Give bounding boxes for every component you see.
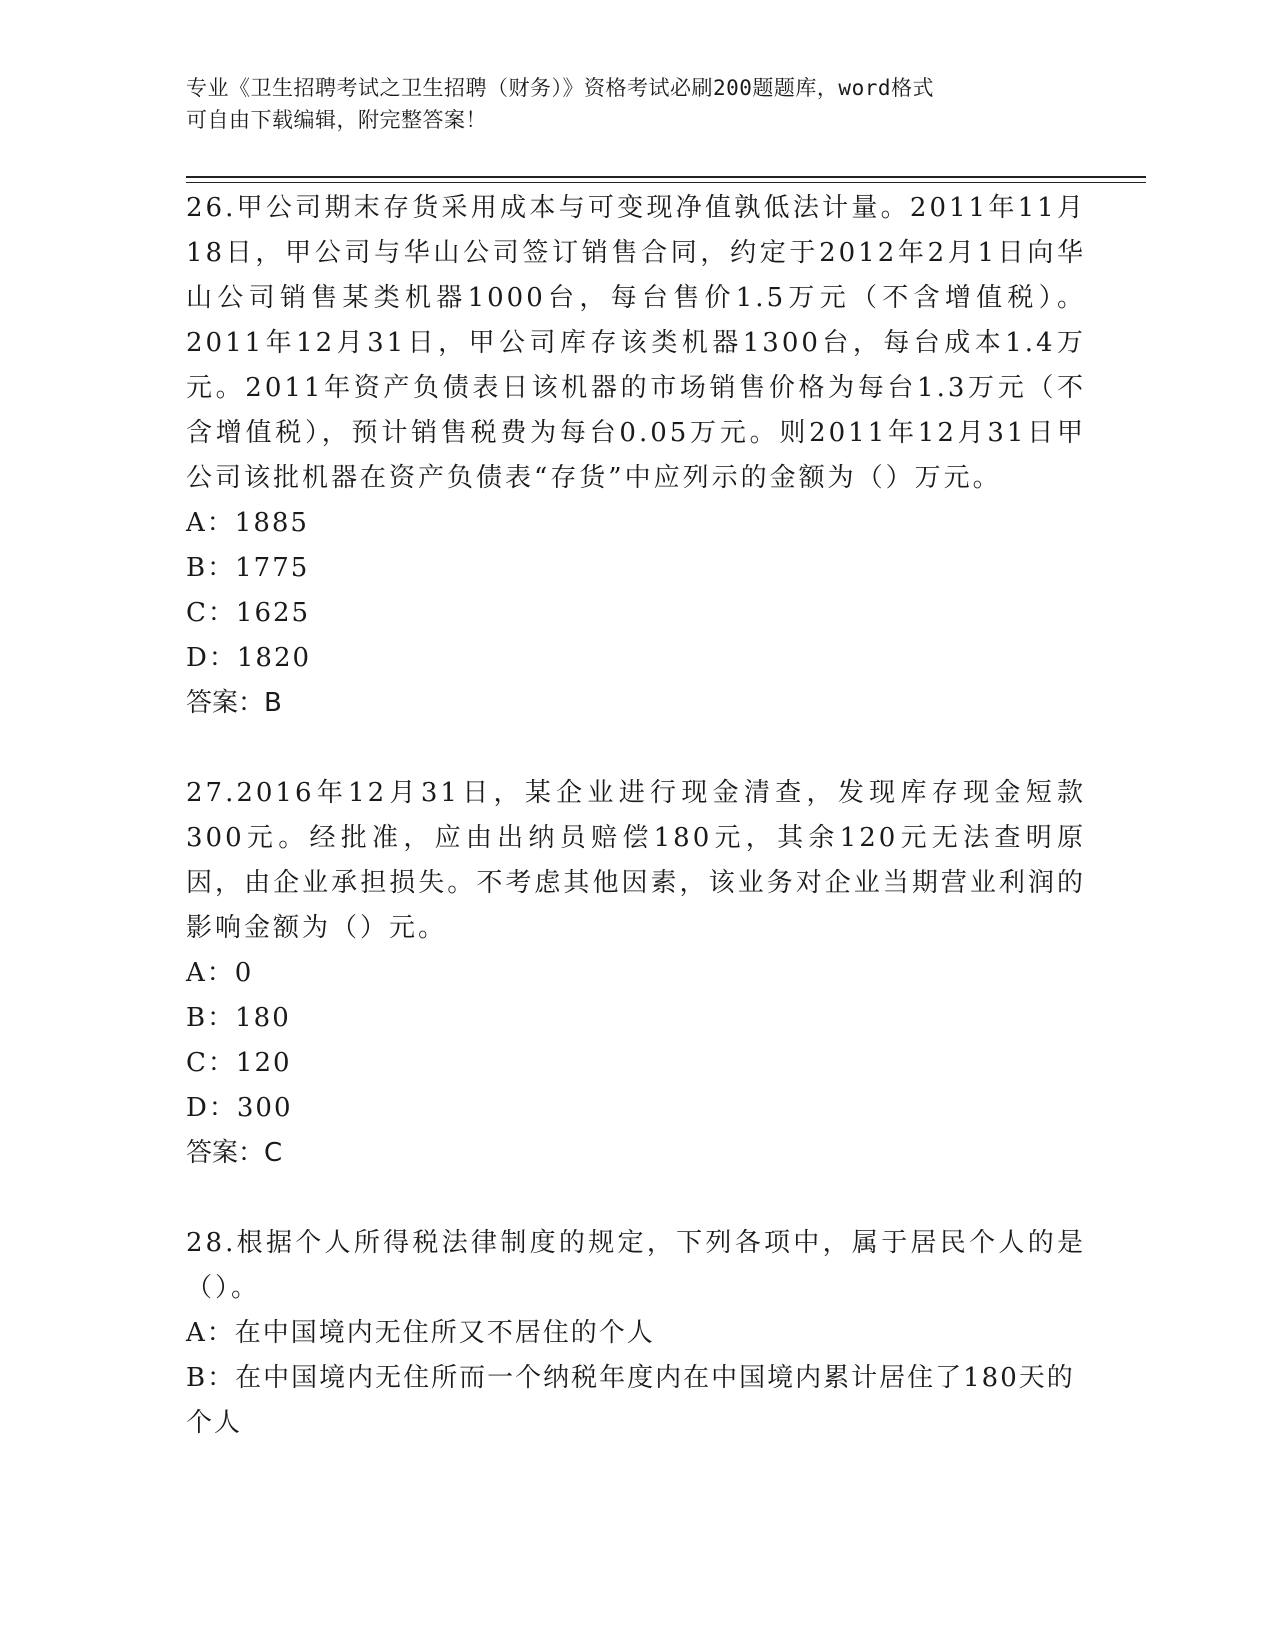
header-line-1: 专业《卫生招聘考试之卫生招聘（财务）》资格考试必刷200题题库，word格式 — [186, 76, 934, 100]
option-b — [186, 546, 1086, 591]
header-divider-thin — [186, 182, 1146, 183]
option-key: C： — [186, 1048, 236, 1078]
option-text: 1625 — [235, 598, 311, 628]
option-key: A： — [186, 1318, 235, 1348]
option-a — [186, 951, 1086, 996]
question-list — [186, 186, 1086, 1446]
answer-line: 答案：B — [186, 688, 282, 718]
option-key: B： — [186, 553, 236, 583]
question-spacer — [186, 1176, 1086, 1221]
question-26 — [186, 186, 1086, 726]
option-b — [186, 996, 1086, 1041]
question-spacer — [186, 726, 1086, 771]
option-key: B： — [186, 1003, 236, 1033]
option-text: 1885 — [234, 508, 309, 538]
header-line-2: 可自由下载编辑，附完整答案！ — [186, 108, 487, 132]
option-key: D： — [186, 643, 237, 673]
header-divider-thick — [186, 176, 1146, 178]
option-key: C： — [186, 598, 236, 628]
option-c — [186, 591, 1086, 636]
option-text: 在中国境内无住所又不居住的个人 — [234, 1318, 655, 1348]
option-text: 120 — [235, 1048, 292, 1078]
option-text: 180 — [235, 1003, 291, 1033]
document-header — [186, 72, 1066, 136]
option-a — [186, 1311, 1086, 1356]
question-28 — [186, 1221, 1086, 1446]
option-key: D： — [186, 1093, 237, 1123]
option-text: 1775 — [235, 553, 310, 583]
option-text: 0 — [234, 958, 254, 988]
question-stem: 26.甲公司期末存货采用成本与可变现净值孰低法计量。2011年11月18日，甲公司与华山公司签订销售合同，约定于2012年2月1日向华山公司销售某类机器1000台，每台售价1.5万元（不含增值税）。2011年12月31日，甲公司库存该类机器1300台，每台成本1.4万元。2011年资产负债表日该机器的市场销售价格为每台1.3万元（不含增值税），预计销售税费为每台0.05万元。则2011年12月31日甲公司该批机器在资产负债表“存货”中应列示的金额为（）万元。 — [186, 193, 1086, 493]
question-27 — [186, 771, 1086, 1176]
question-stem: 27.2016年12月31日，某企业进行现金清查，发现库存现金短款300元。经批准，应由出纳员赔偿180元，其余120元无法查明原因，由企业承担损失。不考虑其他因素，该业务对企业当期营业利润的影响金额为（）元。 — [186, 778, 1086, 943]
option-c — [186, 1041, 1086, 1086]
option-key: B： — [186, 1363, 236, 1393]
option-a — [186, 501, 1086, 546]
option-text: 1820 — [236, 643, 312, 673]
option-b — [186, 1356, 1086, 1446]
option-key: A： — [186, 508, 235, 538]
question-stem: 28.根据个人所得税法律制度的规定，下列各项中，属于居民个人的是（）。 — [186, 1228, 1086, 1303]
option-key: A： — [186, 958, 235, 988]
option-d — [186, 636, 1086, 681]
answer-line: 答案：C — [186, 1138, 283, 1168]
option-text: 300 — [236, 1093, 293, 1123]
option-d — [186, 1086, 1086, 1131]
option-text: 在中国境内无住所而一个纳税年度内在中国境内累计居住了180天的个人 — [186, 1363, 1075, 1438]
